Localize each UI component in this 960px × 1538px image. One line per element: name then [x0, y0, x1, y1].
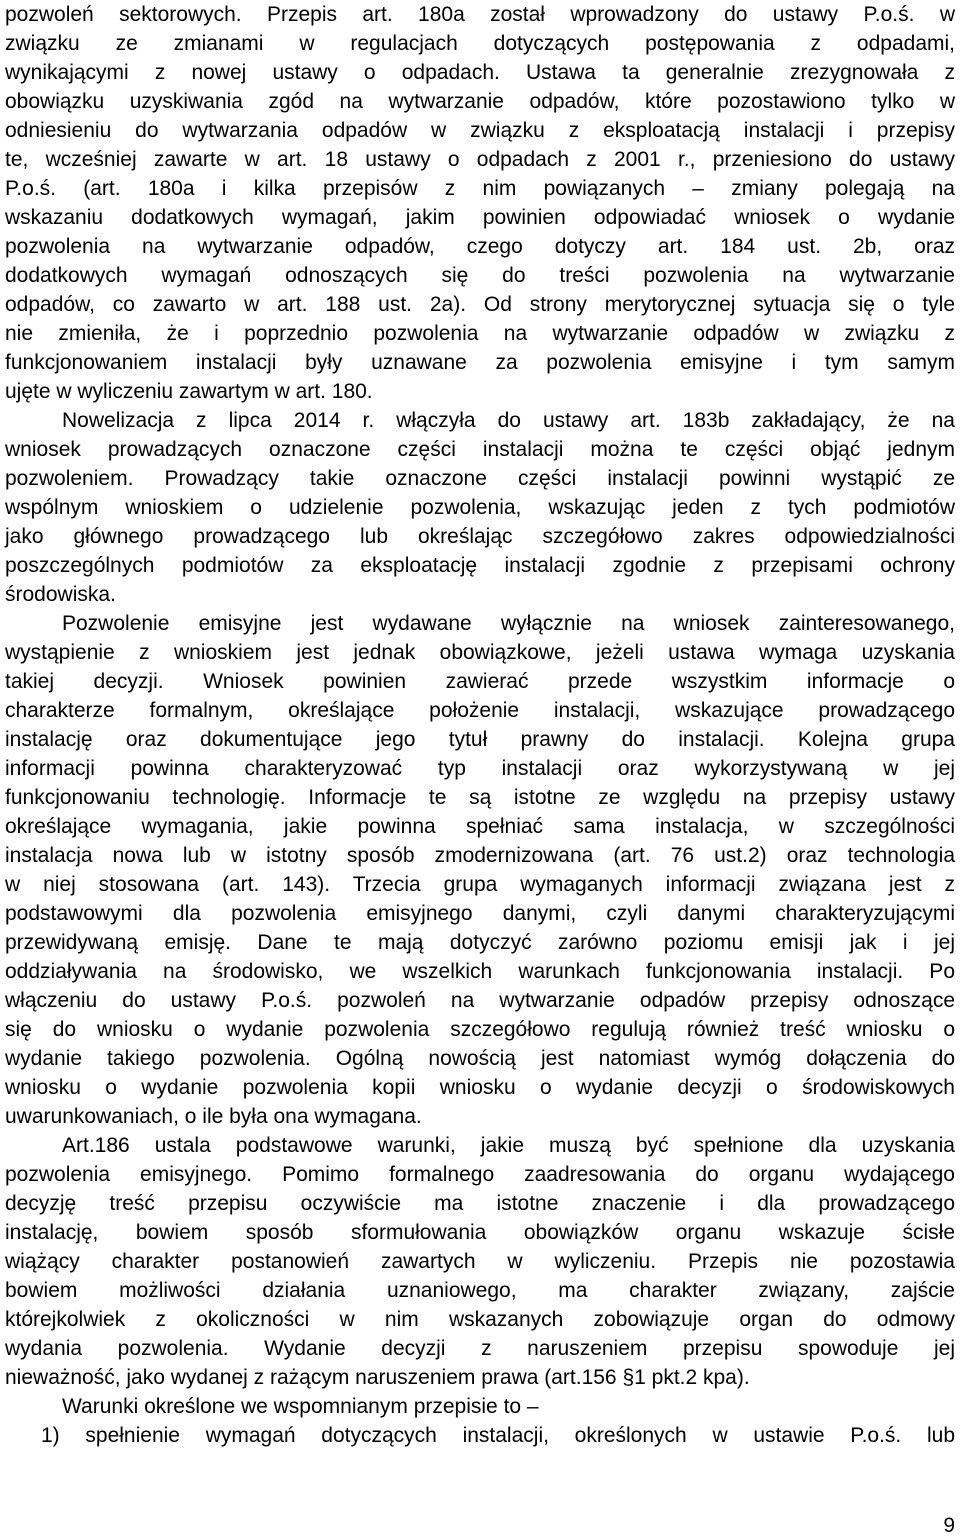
- page-number: 9: [943, 1514, 955, 1537]
- paragraph-first-line: Warunki określone we wspomnianym przepisie to –: [62, 1395, 539, 1418]
- text-line: charakterze formalnym, określające położenie instalacji, wskazujące prowadzącego: [5, 699, 955, 722]
- text-line: pozwolenia na wytwarzanie odpadów, czego dotyczy art. 184 ust. 2b, oraz: [5, 235, 955, 258]
- text-line: pozwoleniem. Prowadzący takie oznaczone części instalacji powinni wystąpić ze: [5, 467, 955, 490]
- text-line: określające wymagania, jakie powinna spełniać sama instalacja, w szczególności: [5, 815, 955, 838]
- text-line: poszczególnych podmiotów za eksploatację instalacji zgodnie z przepisami ochrony: [5, 554, 955, 577]
- text-line: funkcjonowaniem instalacji były uznawane za pozwolenia emisyjne i tym samym: [5, 351, 955, 374]
- text-line: wynikającymi z nowej ustawy o odpadach. Ustawa ta generalnie zrezygnowała z: [5, 61, 955, 84]
- text-line: instalacja nowa lub w istotny sposób zmodernizowana (art. 76 ust.2) oraz technologia: [5, 844, 955, 867]
- text-line: wiążący charakter postanowień zawartych w wyliczeniu. Przepis nie pozostawia: [5, 1250, 955, 1273]
- text-line: ujęte w wyliczeniu zawartym w art. 180.: [5, 380, 373, 403]
- text-line: którejkolwiek z okoliczności w nim wskazanych zobowiązuje organ do odmowy: [5, 1308, 955, 1331]
- text-line: przewidywaną emisję. Dane te mają dotyczyć zarówno poziomu emisji jak i jej: [5, 931, 955, 954]
- text-line: informacji powinna charakteryzować typ instalacji oraz wykorzystywaną w jej: [5, 757, 955, 780]
- text-line: jako głównego prowadzącego lub określając szczegółowo zakres odpowiedzialności: [5, 525, 955, 548]
- text-line: w niej stosowana (art. 143). Trzecia grupa wymaganych informacji związana jest z: [5, 873, 955, 896]
- text-line: wydanie takiego pozwolenia. Ogólną nowością jest natomiast wymóg dołączenia do: [5, 1047, 955, 1070]
- text-line: odniesieniu do wytwarzania odpadów w związku z eksploatacją instalacji i przepisy: [5, 119, 955, 142]
- text-line: obowiązku uzyskiwania zgód na wytwarzanie odpadów, które pozostawiono tylko w: [5, 90, 955, 113]
- text-line: wydania pozwolenia. Wydanie decyzji z naruszeniem przepisu spowoduje jej: [5, 1337, 955, 1360]
- text-line: funkcjonowaniu technologię. Informacje te są istotne ze względu na przepisy ustawy: [5, 786, 955, 809]
- text-line: te, wcześniej zawarte w art. 18 ustawy o odpadach z 2001 r., przeniesiono do ustawy: [5, 148, 955, 171]
- text-line: decyzję treść przepisu oczywiście ma istotne znaczenie i dla prowadzącego: [5, 1192, 955, 1215]
- document-page: [5, 0, 955, 1450]
- text-line: P.o.ś. (art. 180a i kilka przepisów z nim powiązanych – zmiany polegają na: [5, 177, 955, 200]
- text-line: nieważność, jako wydanej z rażącym naruszeniem prawa (art.156 §1 pkt.2 kpa).: [5, 1366, 750, 1389]
- text-line: wniosek prowadzących oznaczone części instalacji można te części objąć jednym: [5, 438, 955, 461]
- text-line: oddziaływania na środowisko, we wszelkich warunkach funkcjonowania instalacji. Po: [5, 960, 955, 983]
- text-line: podstawowymi dla pozwolenia emisyjnego danymi, czyli danymi charakteryzującymi: [5, 902, 955, 925]
- text-line: dodatkowych wymagań odnoszących się do treści pozwolenia na wytwarzanie: [5, 264, 955, 287]
- text-line: takiej decyzji. Wniosek powinien zawierać przede wszystkim informacje o: [5, 670, 955, 693]
- text-line: wniosku o wydanie pozwolenia kopii wniosku o wydanie decyzji o środowiskowych: [5, 1076, 955, 1099]
- text-line: wystąpienie z wnioskiem jest jednak obowiązkowe, jeżeli ustawa wymaga uzyskania: [5, 641, 955, 664]
- text-line: pozwolenia emisyjnego. Pomimo formalnego zaadresowania do organu wydającego: [5, 1163, 955, 1186]
- text-line: się do wniosku o wydanie pozwolenia szczegółowo regulują również treść wniosku o: [5, 1018, 955, 1041]
- paragraph-first-line: Art.186 ustala podstawowe warunki, jakie muszą być spełnione dla uzyskania: [62, 1134, 955, 1157]
- paragraph-first-line: Pozwolenie emisyjne jest wydawane wyłącznie na wniosek zainteresowanego,: [62, 612, 955, 635]
- text-line: bowiem możliwości działania uznaniowego, ma charakter związany, zajście: [5, 1279, 955, 1302]
- paragraph-first-line: Nowelizacja z lipca 2014 r. włączyła do ustawy art. 183b zakładający, że na: [62, 409, 955, 432]
- text-line: związku ze zmianami w regulacjach dotyczących postępowania z odpadami,: [5, 32, 955, 55]
- text-line: uwarunkowaniach, o ile była ona wymagana.: [5, 1105, 422, 1128]
- text-line: nie zmieniła, że i poprzednio pozwolenia na wytwarzanie odpadów w związku z: [5, 322, 955, 345]
- text-line: wspólnym wnioskiem o udzielenie pozwolenia, wskazując jeden z tych podmiotów: [5, 496, 955, 519]
- text-line: pozwoleń sektorowych. Przepis art. 180a został wprowadzony do ustawy P.o.ś. w: [5, 3, 955, 26]
- text-line: instalację oraz dokumentujące jego tytuł prawny do instalacji. Kolejna grupa: [5, 728, 955, 751]
- text-line: włączeniu do ustawy P.o.ś. pozwoleń na wytwarzanie odpadów przepisy odnoszące: [5, 989, 955, 1012]
- text-line: środowiska.: [5, 583, 116, 606]
- text-line: odpadów, co zawarto w art. 188 ust. 2a). Od strony merytorycznej sytuacja się o tyle: [5, 293, 955, 316]
- text-line: wskazaniu dodatkowych wymagań, jakim powinien odpowiadać wniosek o wydanie: [5, 206, 955, 229]
- list-item: 1) spełnienie wymagań dotyczących instalacji, określonych w ustawie P.o.ś. lub: [41, 1424, 955, 1447]
- text-line: instalację, bowiem sposób sformułowania obowiązków organu wskazuje ścisłe: [5, 1221, 955, 1244]
